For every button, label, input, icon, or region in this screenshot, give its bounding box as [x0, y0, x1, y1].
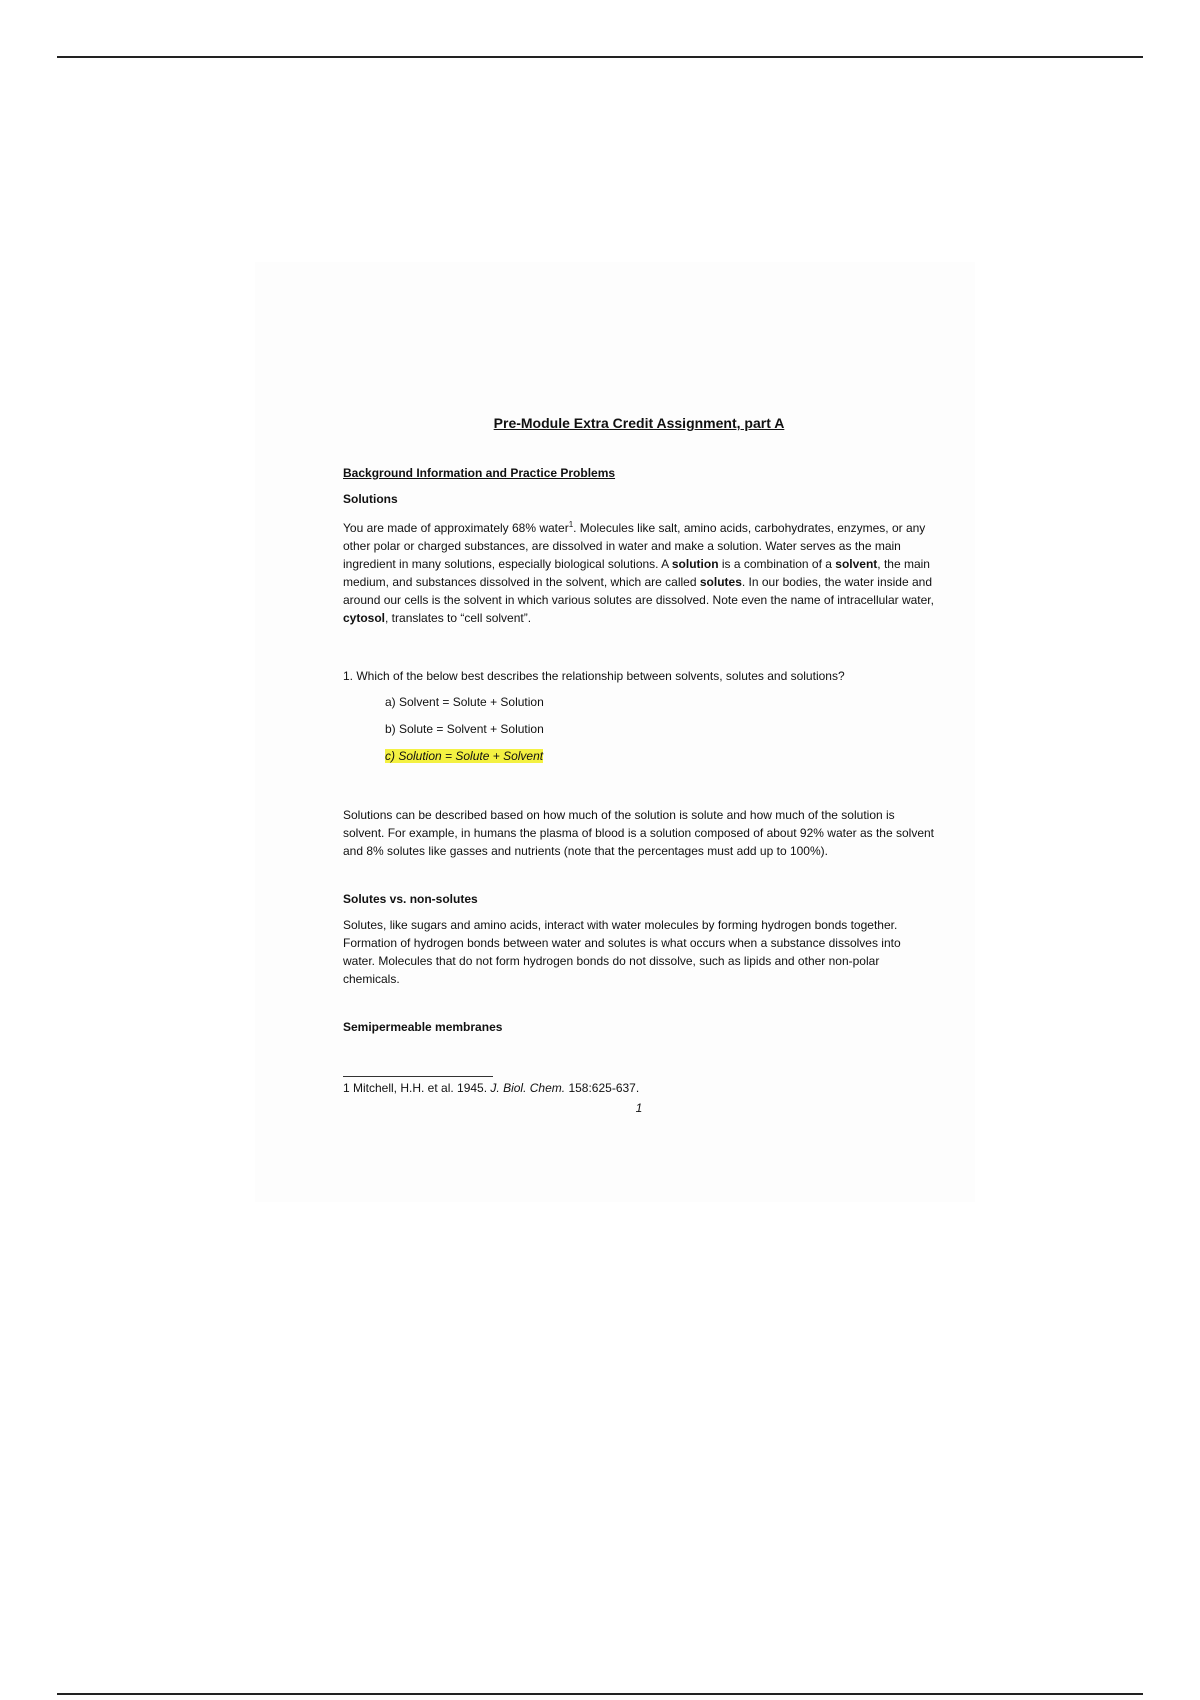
solutes-paragraph: Solutes, like sugars and amino acids, interact with water molecules by forming hydrogen bonds together. Formation of hydrogen bonds between water and solutes is what occurs when a substance dissolves into water. Molecules that do not form hydrogen bonds do not dissolve, such as lipids and other non-polar chemicals.: [343, 918, 901, 986]
page-number: 1: [635, 1101, 643, 1115]
composition-paragraph: Solutions can be described based on how much of the solution is solute and how much of the solution is solvent. For example, in humans the plasma of blood is a solution composed of about 92% water as the solvent and 8% solutes like gasses and nutrients (note that the percentages must add up to 100%).: [343, 808, 934, 858]
bottom-rule: [57, 1693, 1143, 1695]
intro-paragraph: You are made of approximately 68% water$^1$. Molecules like salt, amino acids, carbohydrates, enzymes, or any other polar or charged substances, are dissolved in water and make a solution. Water serves as the main ingredient in many solutions, especially biological solutions. A solution is a combination of a solvent, the main medium, and substances dissolved in the solvent, which are called solutes. In our bodies, the water inside and around our cells is the solvent in which various solutes are dissolved. Note even the name of intracellular water, cytosol, translates to “cell solvent”.: [343, 520, 934, 625]
footnote: 1 Mitchell, H.H. et al. 1945. J. Biol. Chem. 158:625-637.: [343, 1081, 640, 1095]
membranes-heading: Semipermeable membranes: [343, 1020, 503, 1034]
background-heading: Background Information and Practice Problems: [343, 466, 616, 480]
question-1: 1. Which of the below best describes the relationship between solvents, solutes and solutions?: [343, 669, 845, 683]
solutes-heading: Solutes vs. non-solutes: [343, 892, 478, 906]
document-title: Pre-Module Extra Credit Assignment, part A: [493, 415, 785, 431]
top-rule: [57, 56, 1143, 58]
option-c-highlighted: c) Solution = Solute + Solvent: [385, 749, 544, 763]
document-content: [343, 414, 935, 1117]
option-b: b) Solute = Solvent + Solution: [385, 722, 544, 736]
footnote-separator: [343, 1076, 493, 1077]
solutions-heading: Solutions: [343, 492, 398, 506]
option-a: a) Solvent = Solute + Solution: [385, 695, 544, 709]
